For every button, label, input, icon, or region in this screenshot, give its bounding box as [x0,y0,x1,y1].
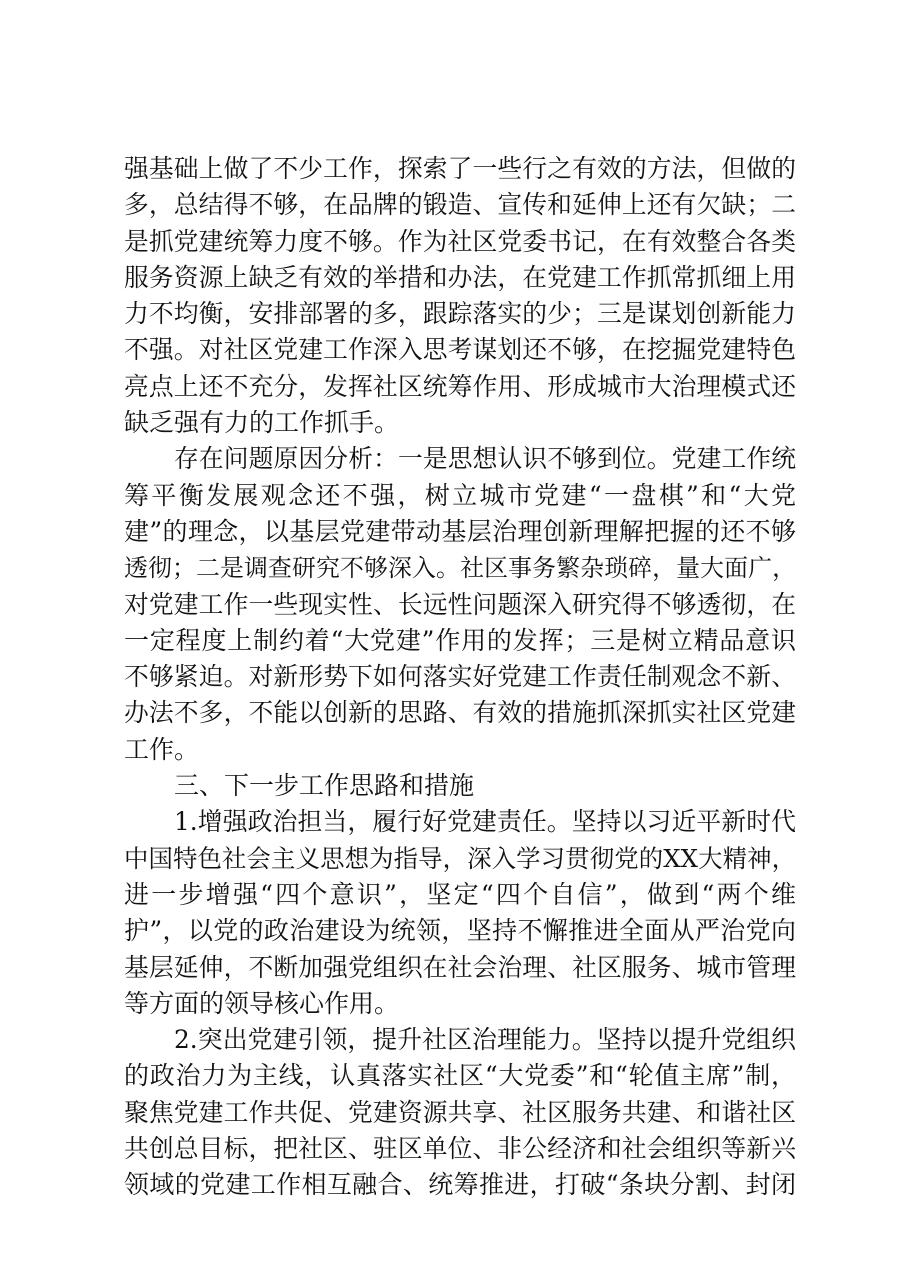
text-line: 等方面的领导核心作用。 [124,988,400,1018]
text-line: 聚焦党建工作共促、党建资源共享、社区服务共建、和谐社区 [124,1097,796,1127]
text-line: 共创总目标，把社区、驻区单位、非公经济和社会组织等新兴 [124,1134,796,1164]
text-line: 服务资源上缺乏有效的举措和办法，在党建工作抓常抓细上用 [124,262,796,292]
text-line: 中国特色社会主义思想为指导，深入学习贯彻党的XX大精神， [124,843,796,873]
text-line: 筹平衡发展观念还不强，树立城市党建“一盘棋”和“大党 [124,480,796,510]
text-line: 进一步增强“四个意识”，坚定“四个自信”，做到“两个维 [124,879,796,909]
text-line: 建”的理念，以基层党建带动基层治理创新理解把握的还不够 [124,516,796,546]
text-line: 的政治力为主线，认真落实社区“大党委”和“轮值主席”制， [124,1061,796,1091]
text-line: 透彻；二是调查研究不够深入。社区事务繁杂琐碎，量大面广， [124,554,796,583]
text-line: 是抓党建统筹力度不够。作为社区党委书记，在有效整合各类 [124,226,796,256]
text-line: 办法不多，不能以创新的思路、有效的措施抓深抓实社区党建 [124,698,796,728]
text-line: 护”，以党的政治建设为统领，坚持不懈推进全面从严治党向 [124,916,796,946]
text-line: 三、下一步工作思路和措施 [174,771,475,801]
text-line: 不强。对社区党建工作深入思考谋划还不够，在挖掘党建特色 [124,335,796,365]
text-line: 对党建工作一些现实性、长远性问题深入研究得不够透彻，在 [124,589,796,619]
text-line: 多，总结得不够，在品牌的锻造、宣传和延伸上还有欠缺；二 [124,190,796,220]
text-line: 基层延伸，不断加强党组织在社会治理、社区服务、城市管理 [124,952,796,982]
text-line: 一定程度上制约着“大党建”作用的发挥；三是树立精品意识 [124,625,796,655]
text-line: 强基础上做了不少工作，探索了一些行之有效的方法，但做的 [124,154,796,183]
text-line: 工作。 [124,734,200,764]
text-line: 亮点上还不充分，发挥社区统筹作用、形成城市大治理模式还 [124,371,796,401]
text-line: 力不均衡，安排部署的多，跟踪落实的少；三是谋划创新能力 [124,299,796,329]
text-line: 缺乏强有力的工作抓手。 [124,408,400,438]
text-line: 1.增强政治担当，履行好党建责任。坚持以习近平新时代 [174,807,796,837]
text-line: 存在问题原因分析：一是思想认识不够到位。党建工作统 [174,444,796,474]
text-line: 领域的党建工作相互融合、统筹推进，打破“条块分割、封闭 [124,1170,796,1200]
document-body [124,151,796,1204]
text-line: 2.突出党建引领，提升社区治理能力。坚持以提升党组织 [174,1025,796,1055]
text-line: 不够紧迫。对新形势下如何落实好党建工作责任制观念不新、 [124,662,796,692]
